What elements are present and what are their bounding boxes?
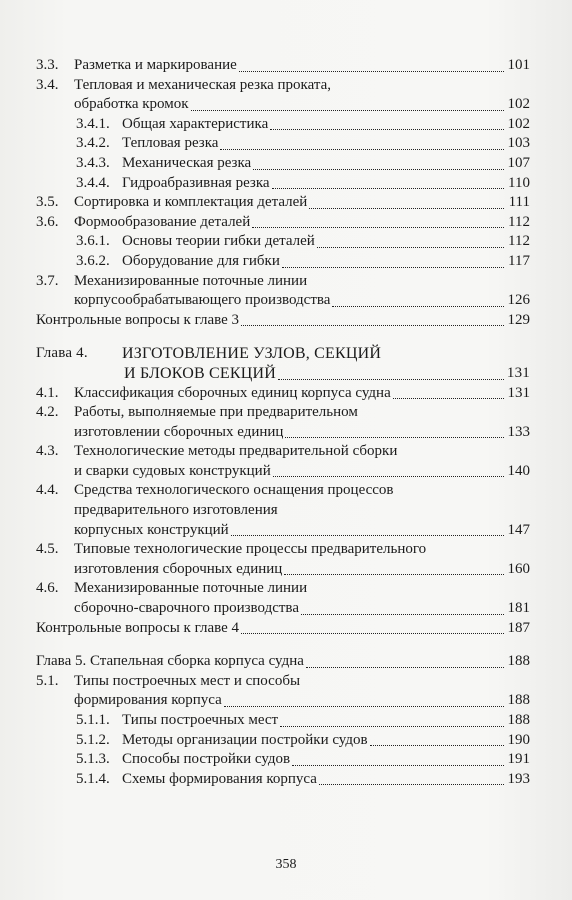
toc-entry-4-5-cont: [36, 560, 530, 580]
toc-title: Контрольные вопросы к главе 3: [36, 311, 240, 328]
toc-page: 140: [507, 462, 530, 479]
toc-number: 5.1.2.: [76, 731, 110, 748]
toc-title: Типы построечных мест и способы: [74, 672, 301, 689]
toc-entry-4-6: [36, 579, 530, 599]
dot-leader: [220, 149, 504, 150]
toc-entry-3-6-2: [36, 252, 530, 272]
toc-entry-3-4-4: [36, 174, 530, 194]
toc-chapter-5: [36, 652, 530, 672]
toc-entry-3-4-3: [36, 154, 530, 174]
toc-title: Работы, выполняемые при предварительном: [74, 404, 358, 421]
toc-page: 126: [507, 292, 530, 309]
dot-leader: [278, 379, 504, 380]
table-of-contents: [36, 56, 530, 789]
toc-title: Схемы формирования корпуса: [122, 770, 317, 787]
dot-leader: [332, 306, 504, 307]
dot-leader: [241, 633, 504, 634]
dot-leader: [317, 247, 504, 248]
toc-entry-3-5: [36, 193, 530, 213]
toc-entry-3-6-1: [36, 232, 530, 252]
toc-page: 111: [508, 194, 530, 211]
toc-number: 3.5.: [36, 194, 59, 211]
toc-page: 160: [507, 560, 530, 577]
toc-number: 4.4.: [36, 482, 59, 499]
toc-number: 5.1.4.: [76, 770, 110, 787]
toc-title: Тепловая и механическая резка проката,: [74, 76, 332, 93]
page-number: 358: [275, 857, 297, 872]
toc-entry-5-1-cont: [36, 691, 530, 711]
toc-title: Основы теории гибки деталей: [122, 233, 315, 250]
toc-title: Механизированные поточные линии: [74, 272, 308, 289]
toc-number: 3.3.: [36, 57, 59, 73]
dot-leader: [253, 169, 504, 170]
toc-title: Механическая резка: [122, 154, 252, 171]
toc-number: 5.1.1.: [76, 712, 110, 728]
toc-number: 4.6.: [36, 580, 59, 597]
toc-chapter-title: ИЗГОТОВЛЕНИЕ УЗЛОВ, СЕКЦИЙ: [122, 345, 382, 363]
dot-leader: [252, 227, 504, 228]
toc-number: 3.6.2.: [76, 252, 110, 269]
dot-leader: [273, 476, 504, 477]
toc-entry-5-1-1: [36, 711, 530, 731]
dot-leader: [292, 765, 504, 766]
toc-page: 112: [508, 233, 530, 250]
toc-entry-3-6: [36, 213, 530, 233]
toc-chapter-title: Глава 5. Стапельная сборка корпуса судна: [36, 653, 304, 670]
toc-page: 133: [507, 423, 530, 440]
toc-entry-4-6-cont: [36, 599, 530, 619]
dot-leader: [282, 267, 504, 268]
dot-leader: [231, 535, 504, 536]
toc-entry-4-2: [36, 403, 530, 423]
toc-title: Гидроабразивная резка: [122, 174, 270, 191]
toc-title: корпусных конструкций: [74, 521, 229, 538]
toc-page: 188: [507, 692, 530, 709]
toc-entry-questions-3: [36, 311, 530, 331]
toc-page: 187: [507, 619, 530, 636]
dot-leader: [272, 188, 504, 189]
toc-title: Типы построечных мест: [122, 712, 279, 728]
toc-page: 131: [506, 364, 530, 381]
dot-leader: [224, 706, 504, 707]
toc-title: Технологические методы предварительной сборки: [74, 443, 398, 460]
toc-entry-4-3: [36, 442, 530, 462]
toc-entry-5-1-4: [36, 770, 530, 790]
toc-page: 181: [507, 600, 530, 617]
toc-title: Разметка и маркирование: [74, 57, 237, 73]
dot-leader: [191, 110, 504, 111]
dot-leader: [393, 398, 504, 399]
dot-leader: [306, 667, 504, 668]
dot-leader: [301, 614, 504, 615]
dot-leader: [309, 208, 504, 209]
dot-leader: [319, 784, 504, 785]
toc-title: Способы постройки судов: [122, 751, 291, 768]
toc-number: 3.4.: [36, 76, 59, 93]
toc-chapter-title: И БЛОКОВ СЕКЦИЙ: [124, 364, 277, 382]
toc-number: 3.4.3.: [76, 154, 110, 171]
toc-entry-3-7-cont: [36, 291, 530, 311]
dot-leader: [284, 574, 504, 575]
toc-entry-4-4: [36, 481, 530, 501]
toc-entry-3-3: [36, 56, 530, 76]
dot-leader: [270, 129, 504, 130]
toc-entry-4-1: [36, 384, 530, 404]
toc-entry-4-2-cont: [36, 423, 530, 443]
toc-page: 110: [508, 174, 530, 191]
toc-title: Формообразование деталей: [74, 213, 251, 230]
toc-title: изготовления сборочных единиц: [74, 560, 283, 577]
toc-title: формирования корпуса: [74, 692, 222, 709]
toc-title: и сварки судовых конструкций: [74, 462, 271, 479]
toc-entry-3-4-2: [36, 134, 530, 154]
toc-chapter-4: [36, 344, 530, 364]
toc-entry-questions-4: [36, 619, 530, 639]
toc-title: Сортировка и комплектация деталей: [74, 194, 308, 211]
toc-page: 193: [507, 770, 530, 787]
toc-title: Контрольные вопросы к главе 4: [36, 619, 240, 636]
toc-title: Общая характеристика: [122, 115, 269, 132]
toc-page: 107: [507, 154, 530, 171]
toc-entry-3-4-1: [36, 115, 530, 135]
toc-chapter-4-cont: [36, 364, 530, 384]
toc-number: 5.1.: [36, 672, 59, 689]
toc-page: 190: [507, 731, 530, 748]
toc-page: 112: [508, 213, 530, 230]
toc-page: 147: [507, 521, 530, 538]
toc-page: 191: [507, 751, 530, 768]
toc-title: изготовлении сборочных единиц: [74, 423, 284, 440]
toc-title: корпусообрабатывающего производства: [74, 292, 331, 309]
toc-page: 102: [507, 96, 530, 113]
toc-entry-4-4-cont: [36, 501, 530, 521]
toc-number: 4.2.: [36, 404, 59, 421]
toc-entry-5-1: [36, 672, 530, 692]
toc-number: 3.4.4.: [76, 174, 110, 191]
toc-number: 4.5.: [36, 541, 59, 558]
toc-number: 3.6.1.: [76, 233, 110, 250]
toc-title: Механизированные поточные линии: [74, 580, 308, 597]
toc-title: Тепловая резка: [122, 135, 219, 152]
toc-number: 5.1.3.: [76, 751, 110, 768]
dot-leader: [241, 325, 504, 326]
toc-title: Типовые технологические процессы предварительного: [74, 541, 427, 558]
toc-title: Оборудование для гибки: [122, 252, 280, 269]
dot-leader: [239, 71, 504, 72]
toc-title: предварительного изготовления: [74, 502, 278, 519]
toc-title: сборочно-сварочного производства: [74, 600, 299, 617]
toc-entry-4-3-cont: [36, 462, 530, 482]
toc-page: 129: [507, 311, 530, 328]
toc-page: 117: [508, 252, 530, 269]
dot-leader: [280, 726, 504, 727]
toc-entry-5-1-3: [36, 750, 530, 770]
toc-page: 101: [507, 57, 530, 73]
toc-page: 103: [507, 135, 530, 152]
toc-number: 3.4.2.: [76, 135, 110, 152]
toc-entry-3-7: [36, 272, 530, 292]
toc-title: Методы организации постройки судов: [122, 731, 368, 748]
toc-entry-4-5: [36, 540, 530, 560]
toc-number: 3.4.1.: [76, 115, 110, 132]
toc-title: Средства технологического оснащения процессов: [74, 482, 394, 499]
toc-page: 188: [507, 712, 530, 728]
toc-number: 3.7.: [36, 272, 59, 289]
toc-title: обработка кромок: [74, 96, 189, 113]
dot-leader: [370, 745, 504, 746]
toc-title: Классификация сборочных единиц корпуса судна: [74, 384, 391, 401]
toc-chapter-number: Глава 4.: [36, 345, 88, 362]
toc-number: 4.3.: [36, 443, 59, 460]
toc-entry-3-4: [36, 76, 530, 96]
toc-entry-4-4-cont2: [36, 521, 530, 541]
toc-page: 131: [507, 384, 530, 401]
toc-entry-5-1-2: [36, 731, 530, 751]
toc-number: 4.1.: [36, 384, 59, 401]
toc-number: 3.6.: [36, 213, 59, 230]
toc-entry-3-4-cont: [36, 95, 530, 115]
toc-page: 102: [507, 115, 530, 132]
toc-page: 188: [507, 653, 530, 670]
dot-leader: [285, 437, 504, 438]
